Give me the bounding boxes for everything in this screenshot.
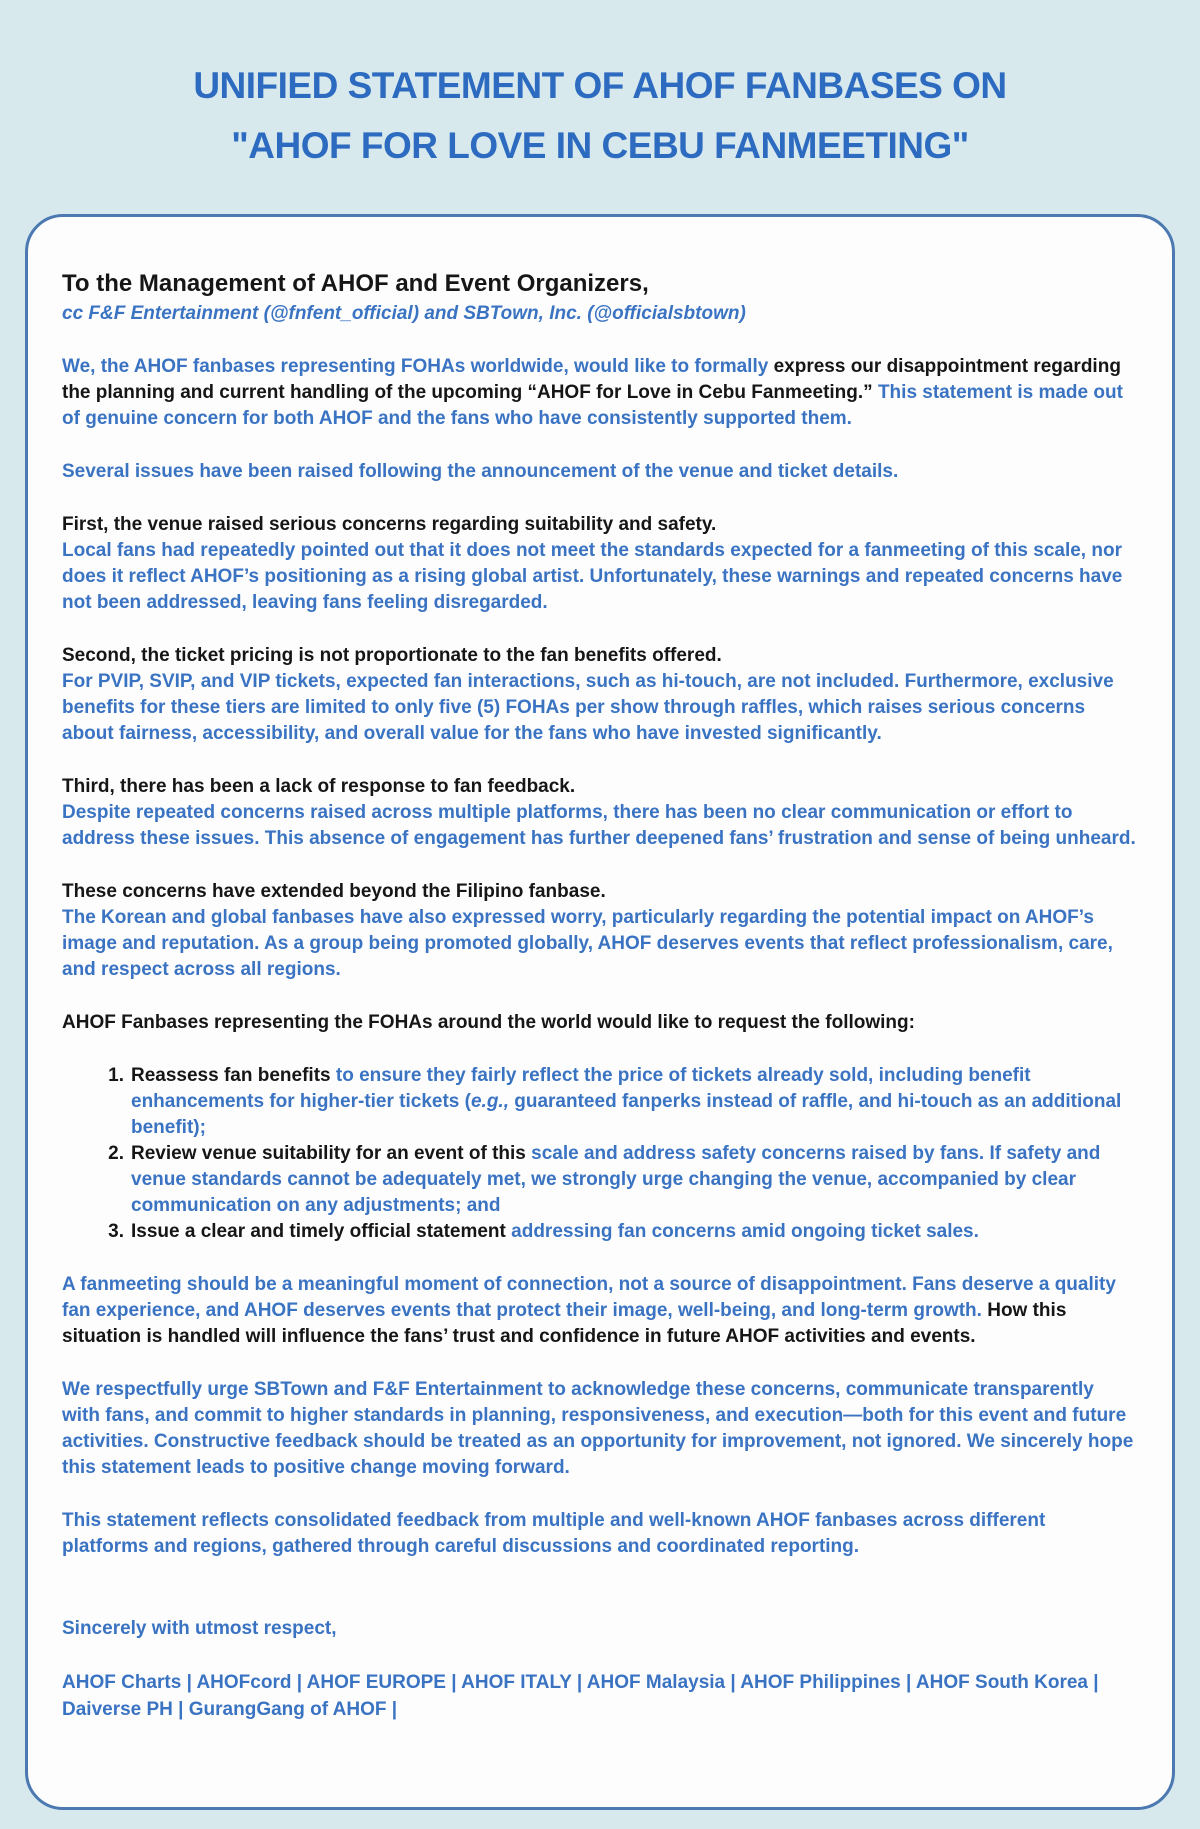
request-2-text	[131, 1141, 1136, 1219]
request-item-2	[102, 1141, 1136, 1219]
intro-segment-blue-2: This statement is made out of genuine concern for both AHOF and the fans who have consistently supported them.	[62, 382, 1123, 429]
closing-1-emphasis: How this situation is handled will influence the fans’ trust and confidence in future AHOF activities and events.	[62, 1300, 1067, 1347]
request-3-body: addressing fan concerns amid ongoing ticket sales.	[511, 1221, 979, 1242]
salutation: To the Management of AHOF and Event Organizers,	[62, 270, 649, 297]
request-3-lead: Issue a clear and timely official statement	[131, 1221, 512, 1242]
concern-2-heading: Second, the ticket pricing is not proportionate to the fan benefits offered.	[62, 645, 722, 666]
request-1-lead: Reassess fan benefits	[131, 1065, 336, 1086]
closing-paragraph-3: This statement reflects consolidated feedback from multiple and well-known AHOF fanbases across different platforms and regions, gathered through careful discussions and coordinated reporting.	[62, 1510, 1046, 1557]
request-1-body-1: to ensure they fairly reflect the price of tickets already sold, including benefit enhancements for higher-tier tickets (	[131, 1065, 1031, 1112]
signoff-line: Sincerely with utmost respect,	[62, 1618, 337, 1639]
request-1-text	[131, 1063, 1136, 1141]
intro-paragraph	[62, 354, 1136, 432]
closing-paragraph-2: We respectfully urge SBTown and F&F Entertainment to acknowledge these concerns, communicate transparently with fans, and commit to higher standards in planning, responsiveness, and execution—both for this event and future activities. Constructive feedback should be treated as an opportunity for improvement, not ignored. We sincerely hope this statement leads to positive change moving forward.	[62, 1379, 1134, 1478]
request-1-italic: e.g.,	[470, 1091, 509, 1112]
closing-paragraph-1	[62, 1272, 1136, 1350]
intro-segment-emphasis: express our disappointment regarding the planning and current handling of the upcoming “AHOF for Love in Cebu Fanmeeting.”	[62, 356, 1121, 403]
request-1-number: 1.	[108, 1065, 124, 1086]
issues-summary-line: Several issues have been raised following the announcement of the venue and ticket details.	[62, 461, 899, 482]
fanbase-list: AHOF Charts | AHOFcord | AHOF EUROPE | AHOF ITALY | AHOF Malaysia | AHOF Philippines | AHOF South Korea | Daiverse PH | GurangGang of AHOF |	[62, 1672, 1099, 1720]
request-item-3	[102, 1219, 1136, 1245]
concern-1-body: Local fans had repeatedly pointed out that it does not meet the standards expected for a fanmeeting of this scale, nor does it reflect AHOF’s positioning as a rising global artist. Unfortunately, these warnings and repeated concerns have not been addressed, leaving fans feeling disregarded.	[62, 540, 1123, 613]
closing-1-blue: A fanmeeting should be a meaningful moment of connection, not a source of disappointment. Fans deserve a quality fan experience, and AHOF deserves events that protect their image, well-being, and long-term growth.	[62, 1274, 1116, 1321]
request-intro: AHOF Fanbases representing the FOHAs around the world would like to request the following:	[62, 1012, 915, 1033]
request-2-lead: Review venue suitability for an event of this	[131, 1143, 532, 1164]
concern-3-heading: Third, there has been a lack of response to fan feedback.	[62, 776, 576, 797]
request-2-number: 2.	[108, 1143, 124, 1164]
concern-3-body: Despite repeated concerns raised across multiple platforms, there has been no clear communication or effort to address these issues. This absence of engagement has further deepened fans’ frustration and sense of being unheard.	[62, 802, 1136, 849]
title-line-1: UNIFIED STATEMENT OF AHOF FANBASES ON	[193, 65, 1007, 106]
concern-1-heading: First, the venue raised serious concerns regarding suitability and safety.	[62, 514, 717, 535]
cc-line: cc F&F Entertainment (@fnfent_official) and SBTown, Inc. (@officialsbtown)	[62, 303, 746, 324]
concern-4-body: The Korean and global fanbases have also expressed worry, particularly regarding the potential impact on AHOF’s image and reputation. As a group being promoted globally, AHOF deserves events that reflect professionalism, care, and respect across all regions.	[62, 907, 1113, 980]
request-1-body-2: guaranteed fanperks instead of raffle, and hi-touch as an additional benefit);	[131, 1091, 1122, 1138]
request-list	[62, 1063, 1136, 1245]
concern-4-heading: These concerns have extended beyond the Filipino fanbase.	[62, 881, 606, 902]
intro-segment-blue-1: We, the AHOF fanbases representing FOHAs worldwide, would like to formally	[62, 356, 774, 377]
statement-card	[25, 214, 1175, 1810]
title-line-2: "AHOF FOR LOVE IN CEBU FANMEETING"	[231, 125, 969, 166]
page-title	[0, 56, 1200, 176]
request-2-body: scale and address safety concerns raised by fans. If safety and venue standards cannot be adequately met, we strongly urge changing the venue, accompanied by clear communication on any adjustments; and	[131, 1143, 1101, 1216]
request-3-text	[131, 1219, 1136, 1245]
request-item-1	[102, 1063, 1136, 1141]
request-3-number: 3.	[108, 1221, 124, 1242]
concern-2-body: For PVIP, SVIP, and VIP tickets, expected fan interactions, such as hi-touch, are not included. Furthermore, exclusive benefits for these tiers are limited to only five (5) FOHAs per show through raffles, which raises serious concerns about fairness, accessibility, and overall value for the fans who have invested significantly.	[62, 671, 1114, 744]
